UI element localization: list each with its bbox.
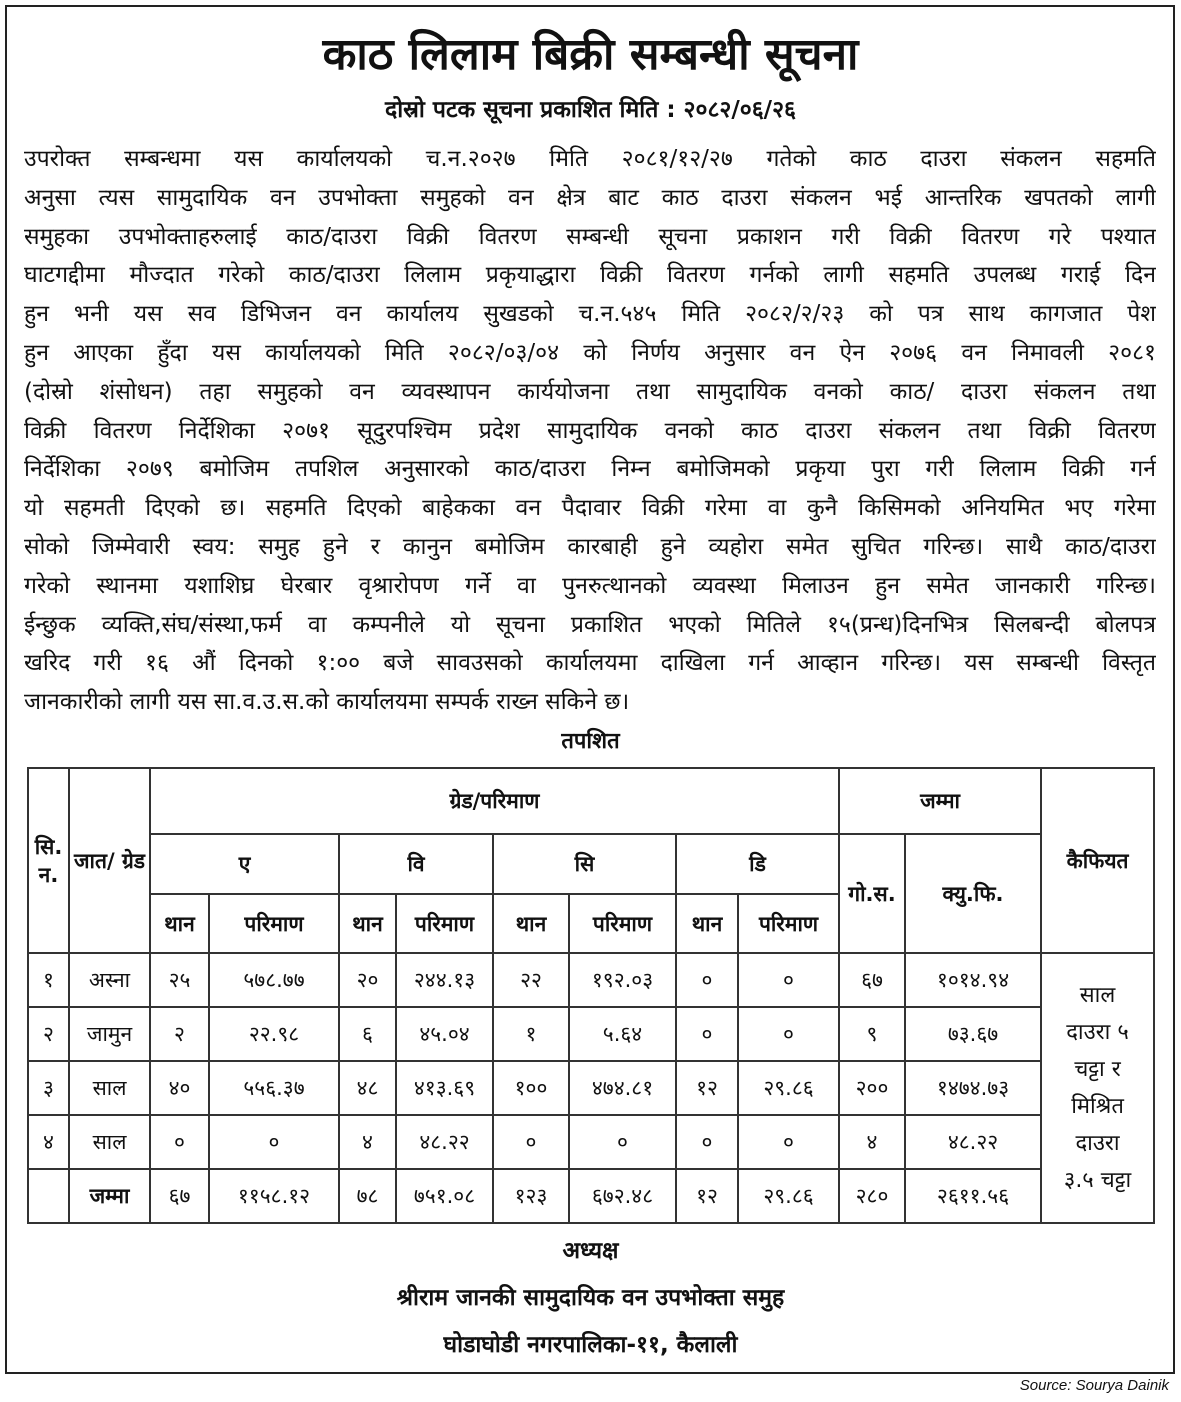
table-cell: ४७४.८१ [569, 1061, 676, 1115]
body-line: हुन भनी यस सव डिभिजन वन कार्यालय सुखडको च.न.५४५ मिति २०८२/२/२३ को पत्र साथ कागजात पेश [24, 301, 1156, 328]
table-cell: ७८ [339, 1169, 396, 1223]
table-cell: २२.९८ [209, 1007, 339, 1061]
header-qty: परिमाण [396, 894, 493, 953]
timber-table [27, 767, 1155, 1224]
body-line: गरेको स्थानमा यशाशिघ्र घेरबार वृश्रारोपण गर्ने वा पुनरुत्थानको व्यवस्था मिलाउन हुन समेत जानकारी गरिन्छ। [24, 572, 1156, 599]
table-cell: अस्ना [69, 953, 150, 1007]
table-cell: ४१३.६९ [396, 1061, 493, 1115]
body-line: (दोस्रो शंसोधन) तहा समुहको वन व्यवस्थापन कार्ययोजना तथा सामुदायिक वनको काठ/ दाउरा संकलन तथा [24, 378, 1156, 405]
remark-line: दाउरा ५ [1066, 1020, 1129, 1045]
table-cell: १०१४.९४ [905, 953, 1041, 1007]
table-cell: ९ [839, 1007, 905, 1061]
table-cell: १ [28, 953, 69, 1007]
remarks-cell [1041, 953, 1154, 1223]
table-cell: ० [493, 1115, 569, 1169]
header-cuft: क्यु.फि. [905, 834, 1041, 953]
table-cell: २६११.५६ [905, 1169, 1041, 1223]
table-cell: ४८.२२ [905, 1115, 1041, 1169]
notice-title: काठ लिलाम बिक्री सम्बन्धी सूचना [322, 29, 859, 80]
table-cell: ११५८.१२ [209, 1169, 339, 1223]
table-cell: ४५.०४ [396, 1007, 493, 1061]
remark-line: साल [1079, 983, 1116, 1008]
table-cell: ४ [28, 1115, 69, 1169]
total-row [28, 1169, 1154, 1223]
header-qty: परिमाण [209, 894, 339, 953]
table-cell: ४० [150, 1061, 209, 1115]
table-cell: ४८.२२ [396, 1115, 493, 1169]
header-sn: सि. न. [28, 768, 69, 953]
body-line: विक्री वितरण निर्देशिका २०७१ सूदुरपश्चिम प्रदेश सामुदायिक वनको काठ दाउरा संकलन तथा विक्री वितरण [24, 417, 1156, 444]
header-species: जात/ ग्रेड [69, 768, 150, 953]
table-cell: ६७ [150, 1169, 209, 1223]
table-cell: २५ [150, 953, 209, 1007]
table-cell: ० [738, 1007, 839, 1061]
table-cell: ३ [28, 1061, 69, 1115]
table-cell: २८० [839, 1169, 905, 1223]
publish-date: दोस्रो पटक सूचना प्रकाशित मिति : २०८२/०६/२६ [384, 97, 796, 123]
table-cell: ० [209, 1115, 339, 1169]
table-cell [28, 1169, 69, 1223]
table-cell: २ [150, 1007, 209, 1061]
table-cell: ५५६.३७ [209, 1061, 339, 1115]
table-cell: साल [69, 1115, 150, 1169]
remark-line: ३.५ चट्टा [1063, 1168, 1132, 1193]
table-cell: २४४.१३ [396, 953, 493, 1007]
table-cell: १९२.०३ [569, 953, 676, 1007]
header-gos: गो.स. [839, 834, 905, 953]
table-cell: ५.६४ [569, 1007, 676, 1061]
header-than: थान [676, 894, 738, 953]
source-credit: Source: Sourya Dainik [1019, 1377, 1169, 1394]
body-line: घाटगद्दीमा मौज्दात गरेको काठ/दाउरा लिलाम प्रकृयाद्धारा विक्री वितरण गर्नको लागी सहमति उपलब्ध गराई दिन [24, 262, 1156, 289]
table-cell: जामुन [69, 1007, 150, 1061]
header-grade-b: वि [339, 834, 493, 894]
table-cell: ० [150, 1115, 209, 1169]
body-line: हुन आएका हुँदा यस कार्यालयको मिति २०८२/०३/०४ को निर्णय अनुसार वन ऐन २०७६ वन निमावली २०८१ [24, 339, 1156, 366]
remark-line: दाउरा [1075, 1131, 1120, 1156]
body-line: खरिद गरी १६ औं दिनको १:०० बजे सावउसको कार्यालयमा दाखिला गर्न आव्हान गरिन्छ। यस सम्बन्धी विस्तृत [24, 650, 1156, 677]
table-cell: १२३ [493, 1169, 569, 1223]
table-cell: ६७ [839, 953, 905, 1007]
table-row [28, 1007, 1154, 1061]
header-than: थान [339, 894, 396, 953]
header-than: थान [493, 894, 569, 953]
table-cell: २० [339, 953, 396, 1007]
header-remarks: कैफियत [1041, 768, 1154, 953]
header-qty: परिमाण [738, 894, 839, 953]
header-qty: परिमाण [569, 894, 676, 953]
body-line: उपरोक्त सम्बन्धमा यस कार्यालयको च.न.२०२७ मिति २०८१/१२/२७ गतेको काठ दाउरा संकलन सहमति [24, 146, 1156, 172]
table-cell: १४७४.७३ [905, 1061, 1041, 1115]
body-line: ईन्छुक व्यक्ति,संघ/संस्था,फर्म वा कम्पनीले यो सूचना प्रकाशित भएको मितिले १५(प्रन्ध)दिनभित्र सिलबन्दी बोलपत्र [24, 611, 1156, 638]
table-cell: ६७२.४८ [569, 1169, 676, 1223]
table-cell: २०० [839, 1061, 905, 1115]
body-line: सोको जिम्मेवारी स्वय: समुह हुने र कानुन बमोजिम कारबाही हुने व्यहोरा समेत सुचित गरिन्छ। साथै काठ/दाउरा [24, 533, 1156, 560]
table-cell: २९.८६ [738, 1061, 839, 1115]
table-cell: ४ [839, 1115, 905, 1169]
signature-role: अध्यक्ष [562, 1238, 619, 1264]
table-cell: ० [738, 1115, 839, 1169]
table-cell: ० [676, 1115, 738, 1169]
table-cell: साल [69, 1061, 150, 1115]
header-than: थान [150, 894, 209, 953]
table-cell: ७३.६७ [905, 1007, 1041, 1061]
body-line: यो सहमती दिएको छ। सहमति दिएको बाहेकका वन पैदावार विक्री गरेमा वा कुनै किसिमको अनियमित भए गरेमा [24, 495, 1156, 522]
table-row [28, 953, 1154, 1007]
table-cell: ० [738, 953, 839, 1007]
body-line: निर्देशिका २०७९ बमोजिम तपशिल अनुसारको काठ/दाउरा निम्न बमोजिमको प्रकृया पुरा गरी लिलाम विक्री गर्न [24, 456, 1156, 483]
header-grade-c: सि [493, 834, 676, 894]
header-grade-a: ए [150, 834, 339, 894]
table-cell: ० [569, 1115, 676, 1169]
table-cell: १०० [493, 1061, 569, 1115]
table-row [28, 1115, 1154, 1169]
table-cell: २ [28, 1007, 69, 1061]
table-cell: ७५१.०८ [396, 1169, 493, 1223]
table-cell: ६ [339, 1007, 396, 1061]
table-cell: ० [676, 1007, 738, 1061]
table-cell: ४ [339, 1115, 396, 1169]
table-cell: ० [676, 953, 738, 1007]
body-line: समुहका उपभोक्ताहरुलाई काठ/दाउरा विक्री वितरण सम्बन्धी सूचना प्रकाशन गरी विक्री वितरण गरे पश्यात [24, 223, 1156, 250]
table-row [28, 1061, 1154, 1115]
table-cell: २९.८६ [738, 1169, 839, 1223]
table-cell: १२ [676, 1061, 738, 1115]
table-cell: १२ [676, 1169, 738, 1223]
remark-line: चट्टा र [1074, 1057, 1121, 1082]
table-cell: ४८ [339, 1061, 396, 1115]
table-cell: जम्मा [69, 1169, 150, 1223]
table-title: तपशित [561, 729, 620, 754]
header-grade-d: डि [676, 834, 839, 894]
body-line: जानकारीको लागी यस सा.व.उ.स.को कार्यालयमा सम्पर्क राख्न सकिने छ। [24, 689, 630, 716]
table-cell: ५७८.७७ [209, 953, 339, 1007]
header-total: जम्मा [839, 768, 1041, 834]
body-line: अनुसा त्यस सामुदायिक वन उपभोक्ता समुहको वन क्षेत्र बाट काठ दाउरा संकलन भई आन्तरिक खपतको लागी [24, 184, 1156, 211]
notice-body [24, 140, 1156, 722]
remark-line: मिश्रित [1071, 1094, 1124, 1119]
header-grade-qty: ग्रेड/परिमाण [150, 768, 839, 834]
signature-address: घोडाघोडी नगरपालिका-११, कैलाली [443, 1332, 738, 1358]
table-cell: १ [493, 1007, 569, 1061]
table-cell: २२ [493, 953, 569, 1007]
signature-organization: श्रीराम जानकी सामुदायिक वन उपभोक्ता समुह [396, 1285, 785, 1311]
